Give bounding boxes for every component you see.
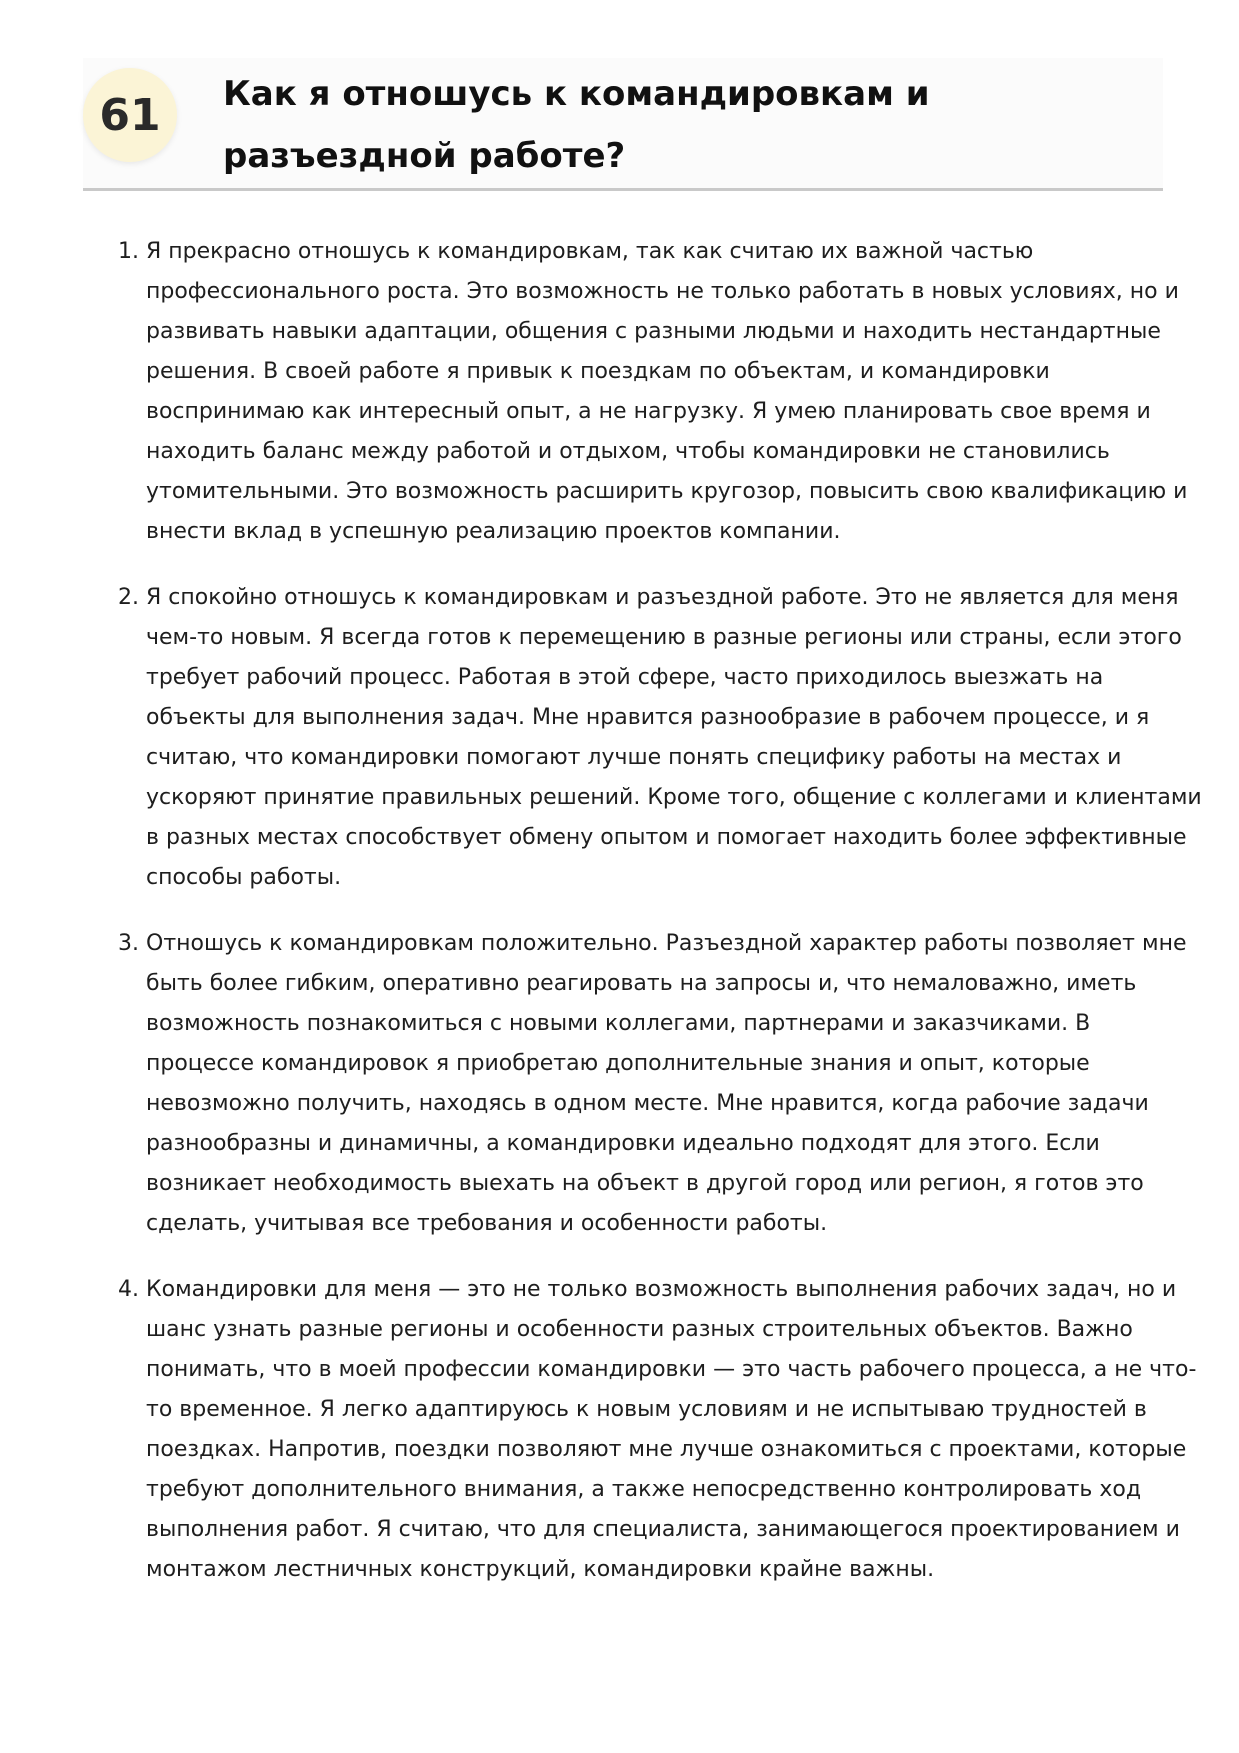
question-header	[83, 58, 1163, 191]
answer-item-4: 4. Командировки для меня — это не только возможность выполнения рабочих задач, но и шанс узнать разные регионы и особенности разных строительных объектов. Важно понимать, что в моей профессии командировки — это часть рабочего процесса, а не что-то временное. Я легко адаптируюсь к новым условиям и не испытываю трудностей в поездках. Напротив, поездки позволяют мне лучше ознакомиться с проектами, которые требуют дополнительного внимания, а также непосредственно контролировать ход выполнения работ. Я считаю, что для специалиста, занимающегося проектированием и монтажом лестничных конструкций, командировки крайне важны.	[146, 1270, 1204, 1590]
question-number-badge: 61	[83, 68, 177, 162]
question-title: Как я отношусь к командировкам и разъездной работе?	[223, 74, 930, 176]
answer-item-3: 3. Отношусь к командировкам положительно. Разъездной характер работы позволяет мне быть более гибким, оперативно реагировать на запросы и, что немаловажно, иметь возможность познакомиться с новыми коллегами, партнерами и заказчиками. В процессе командировок я приобретаю дополнительные знания и опыт, которые невозможно получить, находясь в одном месте. Мне нравится, когда рабочие задачи разнообразны и динамичны, а командировки идеально подходят для этого. Если возникает необходимость выехать на объект в другой город или регион, я готов это сделать, учитывая все требования и особенности работы.	[146, 924, 1204, 1244]
answer-item-1: 1. Я прекрасно отношусь к командировкам, так как считаю их важной частью профессионального роста. Это возможность не только работать в новых условиях, но и развивать навыки адаптации, общения с разными людьми и находить нестандартные решения. В своей работе я привык к поездкам по объектам, и командировки воспринимаю как интересный опыт, а не нагрузку. Я умею планировать свое время и находить баланс между работой и отдыхом, чтобы командировки не становились утомительными. Это возможность расширить кругозор, повысить свою квалификацию и внести вклад в успешную реализацию проектов компании.	[146, 232, 1204, 552]
answer-item-2: 2. Я спокойно отношусь к командировкам и разъездной работе. Это не является для меня чем-то новым. Я всегда готов к перемещению в разные регионы или страны, если этого требует рабочий процесс. Работая в этой сфере, часто приходилось выезжать на объекты для выполнения задач. Мне нравится разнообразие в рабочем процессе, и я считаю, что командировки помогают лучше понять специфику работы на местах и ускоряют принятие правильных решений. Кроме того, общение с коллегами и клиентами в разных местах способствует обмену опытом и помогает находить более эффективные способы работы.	[146, 578, 1204, 898]
answer-list	[110, 232, 1204, 1616]
